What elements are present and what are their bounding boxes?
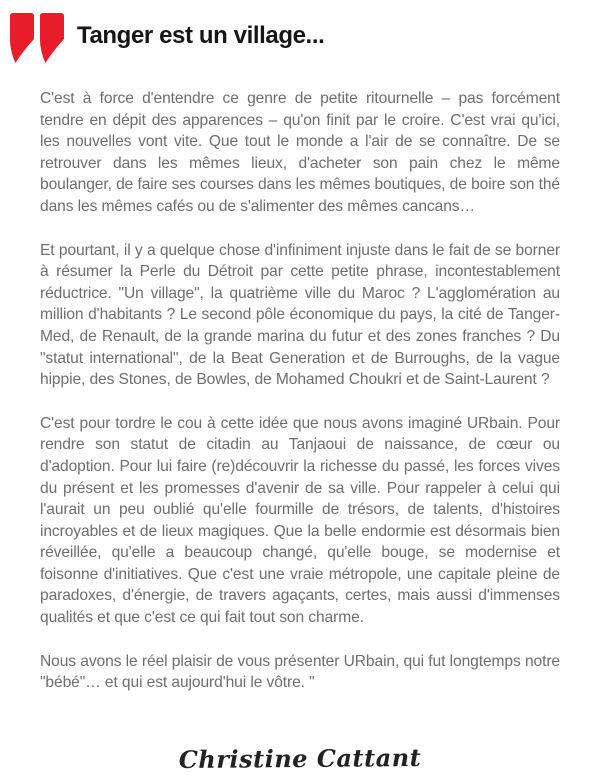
page-header — [10, 13, 590, 67]
article-paragraph-3: C'est pour tordre le cou à cette idée que nous avons imaginé URbain. Pour rendre son statut de citadin au Tanjaoui de naissance, de cœur ou d'adoption. Pour lui faire (re)découvrir la richesse du passé, les forces vives du présent et les promesses d'avenir de sa ville. Pour rappeler à celui qui l'aurait un peu oublié qu'elle fourmille de trésors, de talents, d'histoires incroyables et de lieux magiques. Que la belle endormie est désormais bien réveillée, qu'elle a beaucoup changé, qu'elle bouge, se modernise et foisonne d'initiatives. Que c'est une vraie métropole, une capitale pleine de paradoxes, d'énergie, de travers agaçants, certes, mais aussi d'immenses qualités et que c'est ce qui fait tout son charme. — [40, 414, 560, 627]
article-paragraph-1: C'est à force d'entendre ce genre de petite ritournelle – pas forcément tendre en dépit des apparences – qu'on finit par le croire. C'est vrai qu'ici, les nouvelles vont vite. Que tout le monde a l'air de se connaître. De se retrouver dans les mêmes lieux, d'acheter son pain chez le même boulanger, de faire ses courses dans les mêmes boutiques, de boire son thé dans les mêmes cafés ou de s'alimenter des mêmes cancans… — [40, 90, 560, 215]
article-body — [40, 88, 560, 716]
page-title: Tanger est un village... — [77, 22, 325, 49]
double-quote-icon — [10, 13, 66, 63]
author-signature: Christine Cattant — [178, 742, 422, 775]
article-paragraph-2: Et pourtant, il y a quelque chose d'infiniment injuste dans le fait de se borner à résumer la Perle du Détroit par cette petite phrase, incontestablement réductrice. "Un village", la quatrième ville du Maroc ? L'agglomération au million d'habitants ? Le second pôle économique du pays, la cité de Tanger-Med, de Renault, de la grande marina du futur et des zones franches ? Du "statut international", de la Beat Generation et de Burroughs, de la vague hippie, des Stones, de Bowles, de Mohamed Choukri et de Saint-Laurent ? — [40, 241, 560, 389]
article-paragraph-4: Nous avons le réel plaisir de vous présenter URbain, qui fut longtemps notre "bébé"… et qui est aujourd'hui le vôtre. " — [40, 652, 560, 692]
